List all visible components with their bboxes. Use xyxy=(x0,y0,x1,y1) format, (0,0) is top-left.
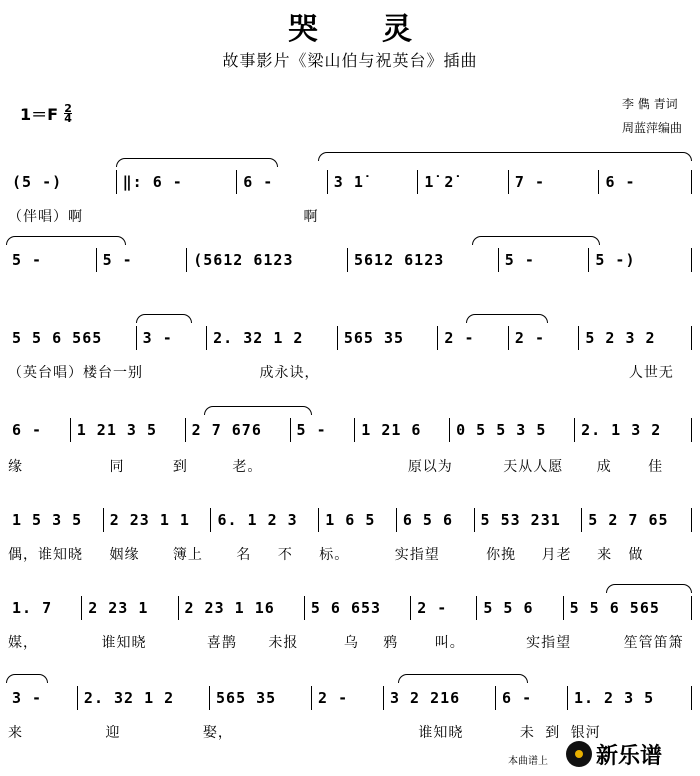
measure: 2. 1 3 2 xyxy=(574,418,689,442)
slur xyxy=(6,236,126,245)
record-disc-icon xyxy=(566,741,592,767)
measure: 5 2 3 2 xyxy=(578,326,689,350)
lyric-word: 同 xyxy=(109,459,125,475)
measure: 5 5 6 565 xyxy=(12,329,103,347)
lyric-word: 老。 xyxy=(232,459,263,475)
lyric-word: 到 xyxy=(172,459,188,475)
staff-row-3 xyxy=(6,320,692,356)
lyric-word: 鸦 xyxy=(383,635,399,651)
lyric-line-6 xyxy=(8,632,692,652)
measure: 5 5 6 565 xyxy=(563,596,689,620)
measure: 5 53 231 xyxy=(474,508,582,532)
song-subtitle: 故事影片《梁山伯与祝英台》插曲 xyxy=(222,51,478,70)
lyric-word: 偶，谁知晓 xyxy=(8,547,83,563)
measure: 1. 7 xyxy=(12,599,53,617)
measure: 6 - xyxy=(495,686,567,710)
key-signature xyxy=(20,102,72,125)
slur xyxy=(318,152,692,161)
measure: 565 35 xyxy=(209,686,311,710)
lyric-word: 乌 xyxy=(343,635,359,651)
lyric-word: 你挽 xyxy=(486,547,517,563)
key-label: 1＝F xyxy=(20,105,59,124)
measure: 3 2 216 xyxy=(383,686,495,710)
measure: 5 - xyxy=(290,418,355,442)
measure: 3 - xyxy=(136,326,206,350)
slur xyxy=(136,314,192,323)
measure: 0 5 5 3 5 xyxy=(449,418,574,442)
measure: 2 - xyxy=(311,686,383,710)
slur xyxy=(466,314,548,323)
measure: 2 23 1 16 xyxy=(178,596,304,620)
lyric-word: 银河 xyxy=(570,725,601,741)
slur xyxy=(6,674,48,683)
measure: 7 - xyxy=(508,170,599,194)
lyric-word: 叫。 xyxy=(434,635,465,651)
lyric-word: 来 xyxy=(8,725,23,741)
credits xyxy=(622,92,682,140)
measure: 1̇ 2̇ xyxy=(417,170,508,194)
lyric-word: 来 xyxy=(597,547,613,563)
lyric-line-7 xyxy=(8,722,601,742)
time-bottom: 4 xyxy=(64,112,72,125)
lyric-word: 标。 xyxy=(319,547,350,563)
measure: 2 - xyxy=(508,326,578,350)
lyric-line-5 xyxy=(8,544,692,564)
lyric-word: 实指望 xyxy=(526,635,572,651)
lyric-word: 娶， xyxy=(202,725,233,741)
measure: (5612 6123 xyxy=(186,248,347,272)
measure: 5 - xyxy=(498,248,589,272)
slur xyxy=(472,236,600,245)
lyric-word: 成 xyxy=(596,459,612,475)
song-title: 哭灵 xyxy=(288,12,476,47)
site-logo xyxy=(566,738,694,770)
time-top: 2 xyxy=(64,102,72,115)
measure: 5 6 653 xyxy=(304,596,410,620)
staff-row-1 xyxy=(6,164,692,200)
measure: 5 5 6 xyxy=(476,596,562,620)
lyric-word: （英台唱）楼台一别 xyxy=(8,365,143,381)
measure: 6 - xyxy=(598,170,689,194)
time-signature xyxy=(64,104,72,123)
lyric-word: 谁知晓 xyxy=(418,725,464,741)
measure: 2 7 676 xyxy=(185,418,290,442)
lyric-word: 姻缘 xyxy=(109,547,140,563)
measure: 5 2 7 65 xyxy=(581,508,689,532)
lyric-word: 迎 xyxy=(105,725,121,741)
measure: 2. 32 1 2 xyxy=(77,686,209,710)
lyric-word: 人世无 xyxy=(628,365,674,381)
measure: 1 21 3 5 xyxy=(70,418,185,442)
measure: (5 -) xyxy=(12,173,63,191)
staff-row-2 xyxy=(6,242,692,278)
measure: 6 - xyxy=(12,421,43,439)
lyric-line-3 xyxy=(8,362,692,382)
lyric-word: 到 xyxy=(545,725,561,741)
measure: 5612 6123 xyxy=(347,248,498,272)
measure: ‖: 6 - xyxy=(116,170,237,194)
measure: 3 - xyxy=(12,689,43,707)
measure: 1 5 3 5 xyxy=(12,511,83,529)
measure: 5 - xyxy=(96,248,187,272)
lyric-word: 缘 xyxy=(8,459,23,475)
lyric-word: 成永诀， xyxy=(259,365,320,381)
lyric-word: 未报 xyxy=(268,635,299,651)
lyric-word: 原以为 xyxy=(407,459,453,475)
measure: 1 6 5 xyxy=(318,508,396,532)
lyric-word: 谁知晓 xyxy=(101,635,147,651)
measure: 6 - xyxy=(236,170,327,194)
measure: 6 5 6 xyxy=(396,508,474,532)
lyric-word: 不 xyxy=(277,547,293,563)
measure: 565 35 xyxy=(337,326,438,350)
measure: 2 - xyxy=(410,596,476,620)
staff-row-5 xyxy=(6,502,692,538)
lyric-word: 做 xyxy=(628,547,644,563)
staff-row-4 xyxy=(6,412,692,448)
measure: 1 21 6 xyxy=(354,418,449,442)
lyric-word: （伴唱）啊 xyxy=(8,209,83,225)
measure: 2 - xyxy=(437,326,507,350)
measure: 6. 1 2 3 xyxy=(210,508,318,532)
lyric-word: 名 xyxy=(236,547,252,563)
measure: 2 23 1 1 xyxy=(103,508,211,532)
staff-row-7 xyxy=(6,680,692,716)
lyric-word: 月老 xyxy=(541,547,572,563)
lyric-line-1 xyxy=(8,206,692,226)
lyric-word: 啊 xyxy=(303,209,319,225)
lyric-word: 簿上 xyxy=(172,547,203,563)
measure: 2 23 1 xyxy=(81,596,177,620)
measure: 1. 2 3 5 xyxy=(567,686,689,710)
lyric-word: 媒， xyxy=(8,635,38,651)
lyric-word: 天从人愿 xyxy=(503,459,564,475)
measure: 3 1̇ xyxy=(327,170,418,194)
logo-text: 新乐谱 xyxy=(596,743,663,769)
lyric-word: 实指望 xyxy=(394,547,440,563)
staff-row-6 xyxy=(6,590,692,626)
lyric-word: 未 xyxy=(519,725,535,741)
lyric-line-4 xyxy=(8,456,692,476)
footer-note: 本曲谱上 xyxy=(508,756,548,767)
lyric-word: 笙管笛箫 xyxy=(623,635,684,651)
arranger: 周蓝萍编曲 xyxy=(621,121,682,135)
lyric-word: 喜鹊 xyxy=(206,635,237,651)
slur xyxy=(606,584,692,593)
slur xyxy=(398,674,528,683)
measure: 5 -) xyxy=(588,248,689,272)
measure: 2. 32 1 2 xyxy=(206,326,337,350)
lyric-word: 佳 xyxy=(648,459,664,475)
measure: 5 - xyxy=(12,251,43,269)
slur xyxy=(116,158,278,167)
slur xyxy=(204,406,312,415)
lyricist: 李 儁 青词 xyxy=(621,97,678,111)
